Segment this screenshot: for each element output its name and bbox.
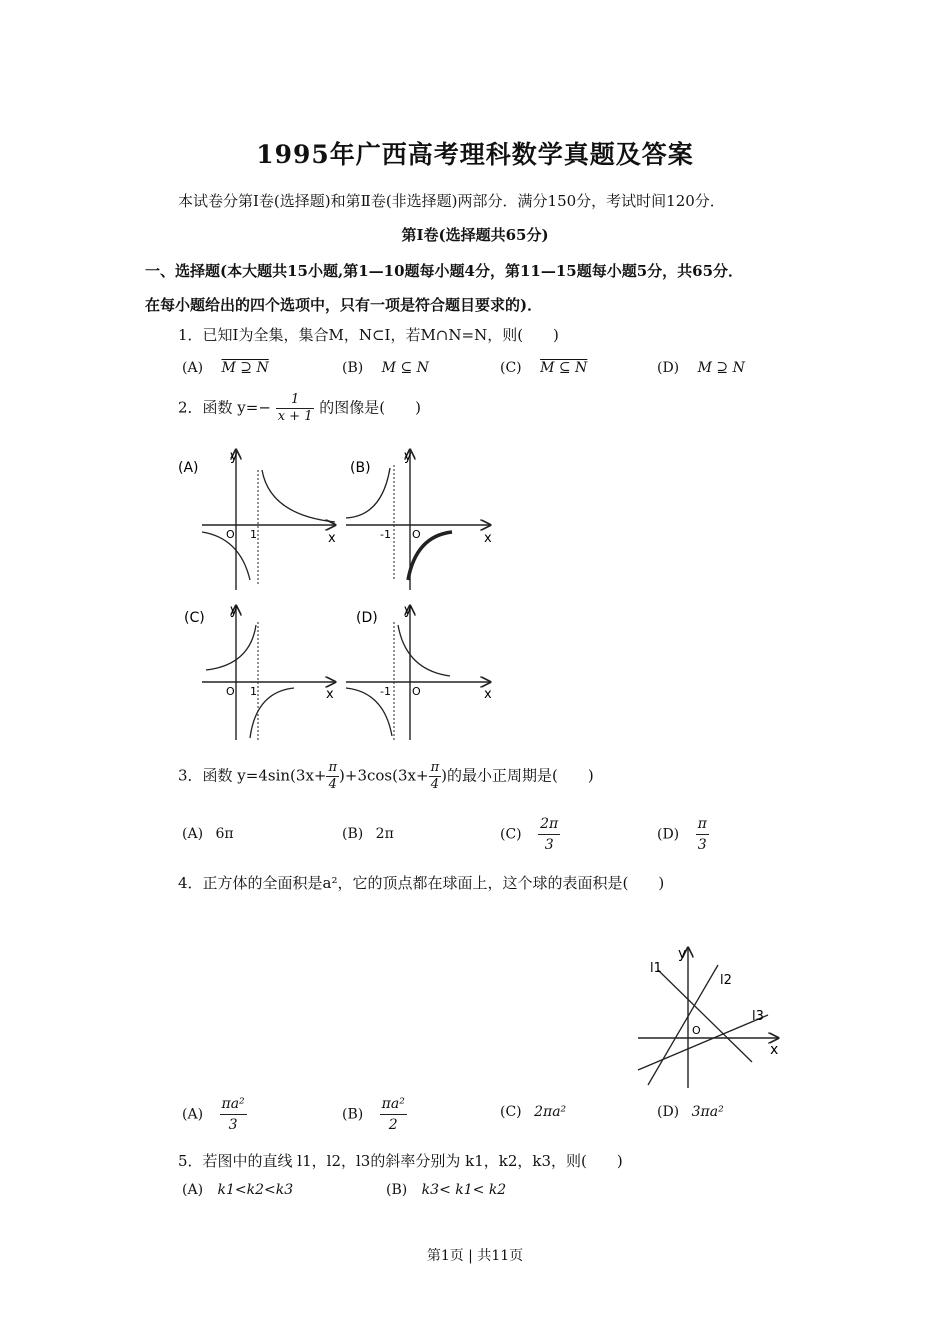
q1-stem: 1．已知I为全集，集合M，N⊂I，若M∩N=N，则( ): [178, 326, 559, 344]
option-label: (A): [182, 1182, 204, 1198]
fraction-numerator: π: [328, 760, 338, 775]
q1-option-c: [500, 360, 587, 376]
option-label: (C): [500, 1104, 522, 1120]
q1-option-a: [182, 360, 269, 376]
graph-c-label: (C): [184, 610, 205, 626]
option-label: (D): [657, 1104, 680, 1120]
q5-x-label: x: [770, 1042, 779, 1058]
graph-a-x: x: [328, 531, 336, 546]
fraction-denominator: 3: [697, 837, 707, 853]
q4-option-d: [657, 1104, 724, 1120]
section1-line1: 一、选择题(本大题共15小题,第1—10题每小题4分，第11—15题每小题5分，共65分．: [145, 262, 744, 280]
q3-option-a: [182, 826, 234, 842]
graph-b-x: x: [484, 531, 492, 546]
q3-stem: [178, 760, 594, 793]
option-fraction: [538, 814, 560, 855]
option-label: (B): [342, 360, 364, 376]
graph-b: [346, 449, 492, 590]
fraction-numerator: 1: [276, 392, 315, 409]
option-text: M ⊆ N: [381, 360, 429, 376]
fraction-denominator: 3: [228, 1117, 238, 1133]
q5-figure: [630, 940, 790, 1090]
graph-b-y: y: [404, 449, 412, 464]
q5-option-a: [182, 1182, 293, 1198]
option-label: (C): [500, 826, 522, 843]
graph-a-one: 1: [250, 528, 257, 541]
q5-origin: O: [692, 1024, 701, 1037]
q3-stem-prefix: 3．函数 y=4sin(3x+: [178, 766, 327, 785]
page-title: 1995年广西高考理科数学真题及答案: [256, 140, 694, 169]
option-text: M ⊇ N: [697, 360, 745, 376]
graph-c-x: x: [326, 687, 334, 702]
option-fraction: [220, 1094, 247, 1135]
q3-stem-suffix: )的最小正周期是( ): [441, 766, 594, 785]
q5-l3: l3: [752, 1009, 764, 1024]
graph-c: [184, 603, 335, 740]
fraction-denominator: x + 1: [277, 409, 313, 424]
option-label: (D): [657, 360, 680, 376]
q4-option-c: [500, 1104, 566, 1120]
graph-b-origin: O: [412, 528, 421, 541]
fraction-denominator: 4: [430, 777, 439, 792]
q3-fraction-1: [326, 760, 339, 793]
graph-a: [178, 449, 336, 590]
option-label: (D): [657, 826, 680, 843]
option-fraction: [696, 814, 709, 855]
graph-a-label: (A): [178, 460, 199, 476]
option-label: (B): [386, 1182, 408, 1198]
q2-stem: [178, 392, 421, 425]
fraction-numerator: 2π: [538, 814, 560, 835]
q2-fraction: [276, 392, 315, 425]
option-label: (A): [182, 1106, 204, 1123]
graph-a-y: y: [230, 449, 238, 464]
q5-stem: 5．若图中的直线 l1，l2，l3的斜率分别为 k1，k2，k3，则( ): [178, 1152, 623, 1170]
graph-a-origin: O: [226, 528, 235, 541]
q2-stem-prefix: 2．函数 y=−: [178, 398, 271, 417]
q4-stem: 4．正方体的全面积是a²，它的顶点都在球面上，这个球的表面积是( ): [178, 874, 665, 892]
q5-l1: l1: [650, 961, 662, 976]
q3-option-c: [500, 814, 560, 855]
option-label: (B): [342, 826, 364, 842]
fraction-denominator: 2: [388, 1117, 398, 1133]
part1-title: 第Ⅰ卷(选择题共65分): [401, 226, 549, 244]
option-label: (C): [500, 360, 522, 376]
fraction-numerator: π: [696, 814, 709, 835]
q4-option-a: [182, 1094, 247, 1135]
fraction-numerator: π: [430, 760, 440, 775]
q3-fraction-2: [429, 760, 442, 793]
graph-b-label: (B): [350, 460, 371, 476]
option-label: (A): [182, 826, 204, 842]
q5-option-b: [386, 1182, 506, 1198]
option-text: k3< k1< k2: [421, 1182, 507, 1198]
q3-stem-mid: )+3cos(3x+: [339, 766, 429, 785]
q1-option-b: [342, 360, 429, 376]
graph-d-x: x: [484, 687, 492, 702]
option-label: (B): [342, 1106, 364, 1123]
q5-l2: l2: [720, 973, 732, 988]
graph-c-one: 1: [250, 685, 257, 698]
fraction-denominator: 3: [544, 837, 554, 853]
option-text: k1<k2<k3: [217, 1182, 294, 1198]
option-text: 2π: [375, 826, 394, 842]
q5-y-label: y: [678, 946, 687, 962]
graph-d: [346, 603, 492, 740]
option-text: 2πa²: [534, 1104, 567, 1120]
q1-option-d: [657, 360, 745, 376]
q2-stem-suffix: 的图像是( ): [319, 398, 421, 417]
fraction-denominator: 4: [328, 777, 337, 792]
section1-line2: 在每小题给出的四个选项中，只有一项是符合题目要求的)．: [145, 296, 543, 314]
q4-option-b: [342, 1094, 407, 1135]
graph-d-label: (D): [356, 610, 378, 626]
fraction-numerator: πa²: [220, 1094, 247, 1115]
option-text: 6π: [215, 826, 234, 842]
page-footer: 第1页 | 共11页: [426, 1248, 524, 1264]
option-label: (A): [182, 360, 204, 376]
fraction-numerator: πa²: [380, 1094, 407, 1115]
q2-graphs: [170, 440, 510, 750]
graph-b-neg-one: -1: [380, 528, 391, 541]
graph-d-origin: O: [412, 685, 421, 698]
q3-option-b: [342, 826, 394, 842]
exam-intro: 本试卷分第Ⅰ卷(选择题)和第Ⅱ卷(非选择题)两部分．满分150分，考试时间120分．: [178, 192, 725, 210]
graph-d-y: y: [404, 603, 412, 618]
option-fraction: [380, 1094, 407, 1135]
option-text: M ⊆ N: [540, 360, 588, 376]
q3-option-d: [657, 814, 709, 855]
graph-c-y: y: [230, 603, 238, 618]
graph-d-neg-one: -1: [380, 685, 391, 698]
option-text: M ⊇ N: [221, 360, 269, 376]
graph-c-origin: O: [226, 685, 235, 698]
option-text: 3πa²: [691, 1104, 724, 1120]
